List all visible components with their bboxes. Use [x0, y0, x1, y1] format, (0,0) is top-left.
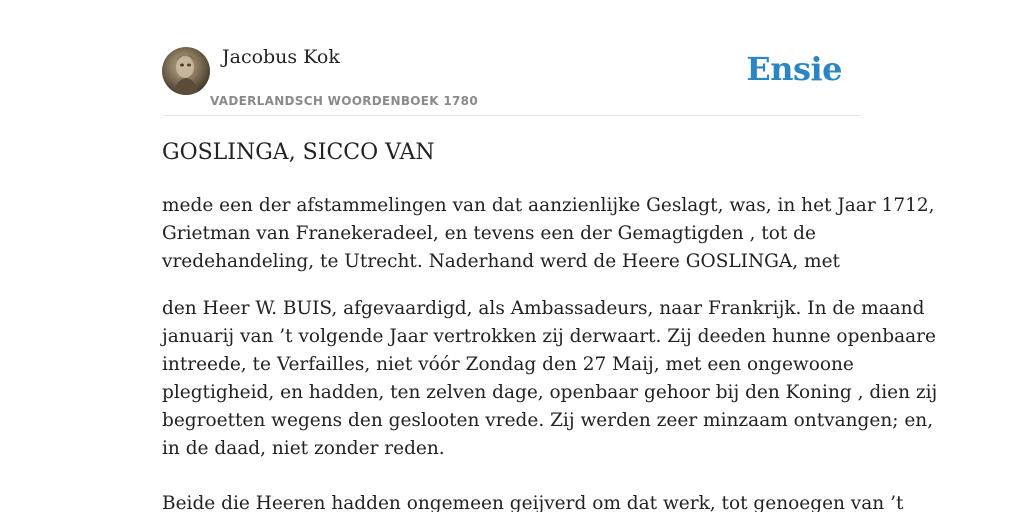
- paragraph-2: [162, 295, 938, 463]
- paragraph-line: in de daad, niet zonder reden.: [162, 438, 445, 459]
- content-column: [162, 0, 938, 512]
- paragraph-3: [162, 490, 904, 512]
- paragraph-1: [162, 192, 935, 276]
- paragraph-line: Beide die Heeren hadden ongemeen geijverd om dat werk, tot genoegen van ’t: [162, 493, 904, 512]
- author-avatar[interactable]: [162, 47, 210, 95]
- paragraph-line: plegtigheid, en hadden, ten zelven dage, openbaar gehoor bij den Koning , dien zij: [162, 382, 938, 403]
- paragraph-line: begroetten wegens den geslooten vrede. Zij werden zeer minzaam ontvangen; en,: [162, 410, 934, 431]
- header: [162, 0, 862, 116]
- paragraph-line: vredehandeling, te Utrecht. Naderhand werd de Heere GOSLINGA, met: [162, 251, 840, 272]
- author-name[interactable]: Jacobus Kok: [222, 46, 340, 68]
- source-label[interactable]: VADERLANDSCH WOORDENBOEK 1780: [210, 94, 478, 108]
- paragraph-line: intreede, te Verfailles, niet vóór Zondag den 27 Maij, met een ongewoone: [162, 354, 854, 375]
- article-title: GOSLINGA, SICCO VAN: [162, 140, 435, 165]
- brand-logo[interactable]: Ensie: [746, 50, 842, 88]
- paragraph-line: mede een der afstammelingen van dat aanzienlijke Geslagt, was, in het Jaar 1712,: [162, 195, 935, 216]
- paragraph-line: den Heer W. BUIS, afgevaardigd, als Ambassadeurs, naar Frankrijk. In de maand: [162, 298, 925, 319]
- paragraph-line: januarij van ’t volgende Jaar vertrokken zij derwaart. Zij deeden hunne openbaare: [162, 326, 936, 347]
- portrait-icon: [162, 47, 210, 95]
- paragraph-line: Grietman van Franekeradeel, en tevens een der Gemagtigden , tot de: [162, 223, 816, 244]
